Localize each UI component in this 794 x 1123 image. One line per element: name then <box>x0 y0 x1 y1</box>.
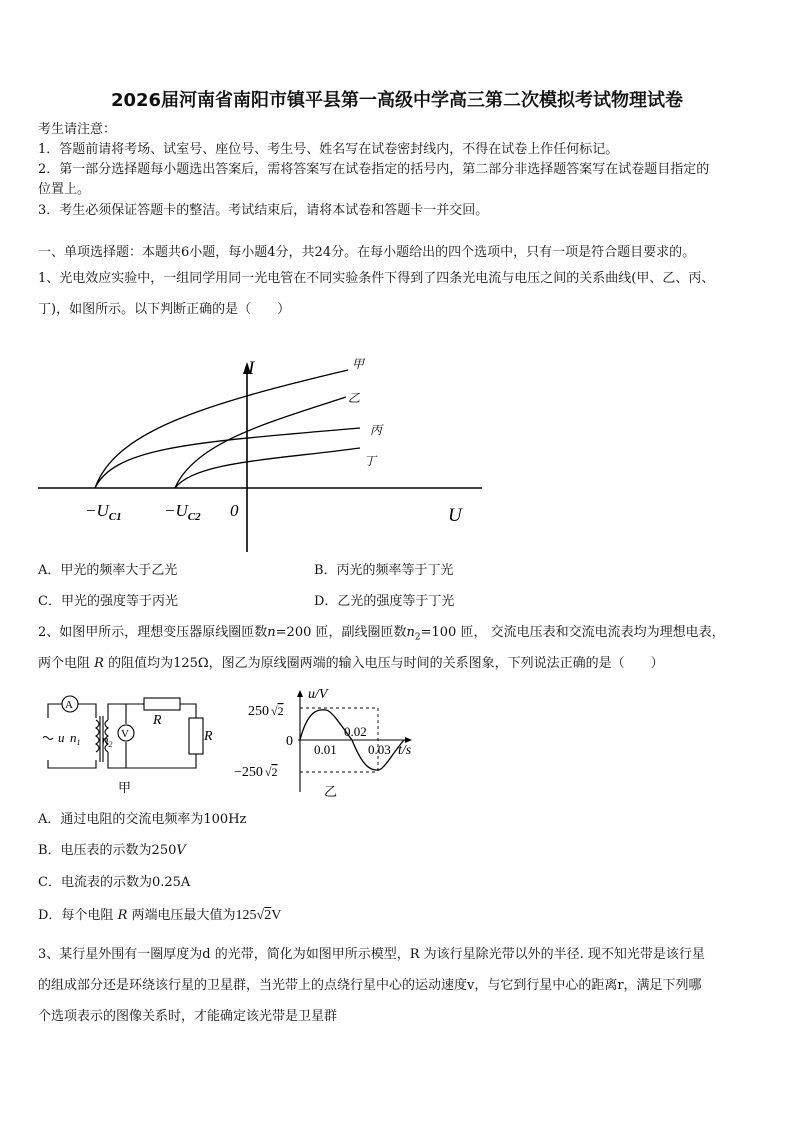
q2-circuit-diagram <box>38 686 218 796</box>
u-axis-arrow <box>297 690 303 697</box>
t-axis-label: t/s <box>398 743 412 758</box>
notice-header: 考生请注意： <box>38 122 117 137</box>
peak-pos-label: 250 √2 <box>248 704 284 719</box>
r-top-label: R <box>153 713 162 728</box>
curve-jia <box>95 370 348 488</box>
exam-title: 2026届河南省南阳市镇平县第一高级中学高三第二次模拟考试物理试卷 <box>110 90 684 111</box>
n2-label: $n_2$ <box>102 732 113 749</box>
q2-stem-line2: 两个电阻 R 的阻值均为125Ω，图乙为原线圈两端的输入电压与时间的关系图象，下列说法正确的是（ ） <box>38 656 664 671</box>
voltmeter-label: V <box>121 728 129 740</box>
source-u-label: u <box>58 730 65 745</box>
origin-label: 0 <box>230 501 239 520</box>
q1-option-b: B．丙光的频率等于丁光 <box>314 563 454 578</box>
q3-stem-line1: 3、某行星外围有一圈厚度为d 的光带，简化为如图甲所示模型，R 为该行星除光带以外的半径. 现不知光带是该行星 <box>38 947 705 962</box>
q2-option-d-value: 125√2V <box>235 908 282 923</box>
q1-option-d: D．乙光的强度等于丁光 <box>314 594 455 609</box>
n1-label: $n_1$ <box>70 730 81 747</box>
curve-label-yi: 乙 <box>348 391 361 405</box>
q2-option-a: A．通过电阻的交流电频率为100Hz <box>38 812 247 827</box>
q2-option-b: B．电压表的示数为250V <box>38 843 186 858</box>
q1-iu-graph <box>30 350 500 560</box>
resistor-top <box>144 698 180 710</box>
circuit-caption: 甲 <box>118 780 132 795</box>
q2-option-d: D．每个电阻 R 两端电压最大值为125√2V <box>38 908 282 923</box>
uc2-label: $-U_{C2}$ <box>164 501 201 523</box>
t1-label: 0.01 <box>314 742 337 757</box>
peak-neg-label: −250 √2 <box>234 765 278 780</box>
q3-stem-line2: 的组成部分还是环绕该行星的卫星群，当光带上的点绕行星中心的运动速度v，与它到行星中心的距离r，满足下列哪 <box>38 978 702 993</box>
u-axis-label: u/V <box>308 687 328 702</box>
notice-item-2-cont: 位置上。 <box>38 182 91 197</box>
resistor-right <box>189 718 203 754</box>
q2-stem-line1: 2、如图甲所示，理想变压器原线圈匝数n=200 匝，副线圈匝数$n_2=100$ 匝， 交流电压表和交流电流表均为理想电表， <box>38 625 725 643</box>
curve-bing <box>95 428 360 488</box>
curve-label-bing: 丙 <box>370 423 383 437</box>
section-1-heading: 一、单项选择题：本题共6小题，每小题4分，共24分。在每小题给出的四个选项中，只有一项是符合题目要求的。 <box>38 245 696 260</box>
q2-voltage-waveform <box>228 684 428 802</box>
q1-option-c: C．甲光的强度等于丙光 <box>38 594 178 609</box>
notice-item-3: 3．考生必须保证答题卡的整洁。考试结束后，请将本试卷和答题卡一并交回。 <box>38 203 489 218</box>
r-right-label: R <box>204 729 213 744</box>
ammeter-label: A <box>65 699 73 711</box>
uc1-label: $-U_{C1}$ <box>85 501 122 523</box>
q1-stem-line1: 1、光电效应实验中，一组同学用同一光电管在不同实验条件下得到了四条光电流与电压之间的关系曲线(甲、乙、丙、 <box>38 271 715 286</box>
curve-ding <box>175 448 360 488</box>
origin-label: 0 <box>286 734 293 749</box>
notice-item-2: 2．第一部分选择题每小题选出答案后，需将答案写在试卷指定的括号内，第二部分非选择题答案写在试卷题目指定的 <box>38 162 710 177</box>
ac-source-icon <box>43 737 53 740</box>
notice-item-1: 1．答题前请将考场、试室号、座位号、考生号、姓名写在试卷密封线内，不得在试卷上作任何标记。 <box>38 142 619 157</box>
curve-label-jia: 甲 <box>352 357 365 371</box>
y-axis-label: I <box>248 358 255 379</box>
waveform-caption: 乙 <box>324 784 338 799</box>
curve-label-ding: 丁 <box>364 454 377 468</box>
t3-label: 0.03 <box>368 742 391 757</box>
q1-option-a: A．甲光的频率大于乙光 <box>38 563 178 578</box>
x-axis-label: U <box>448 505 462 526</box>
q2-option-c: C．电流表的示数为0.25A <box>38 875 191 890</box>
t2-label: 0.02 <box>344 724 367 739</box>
q3-stem-line3: 个选项表示的图像关系时，才能确定该光带是卫星群 <box>38 1009 338 1024</box>
q1-stem-line2: 丁)，如图所示。以下判断正确的是（ ） <box>38 302 291 317</box>
